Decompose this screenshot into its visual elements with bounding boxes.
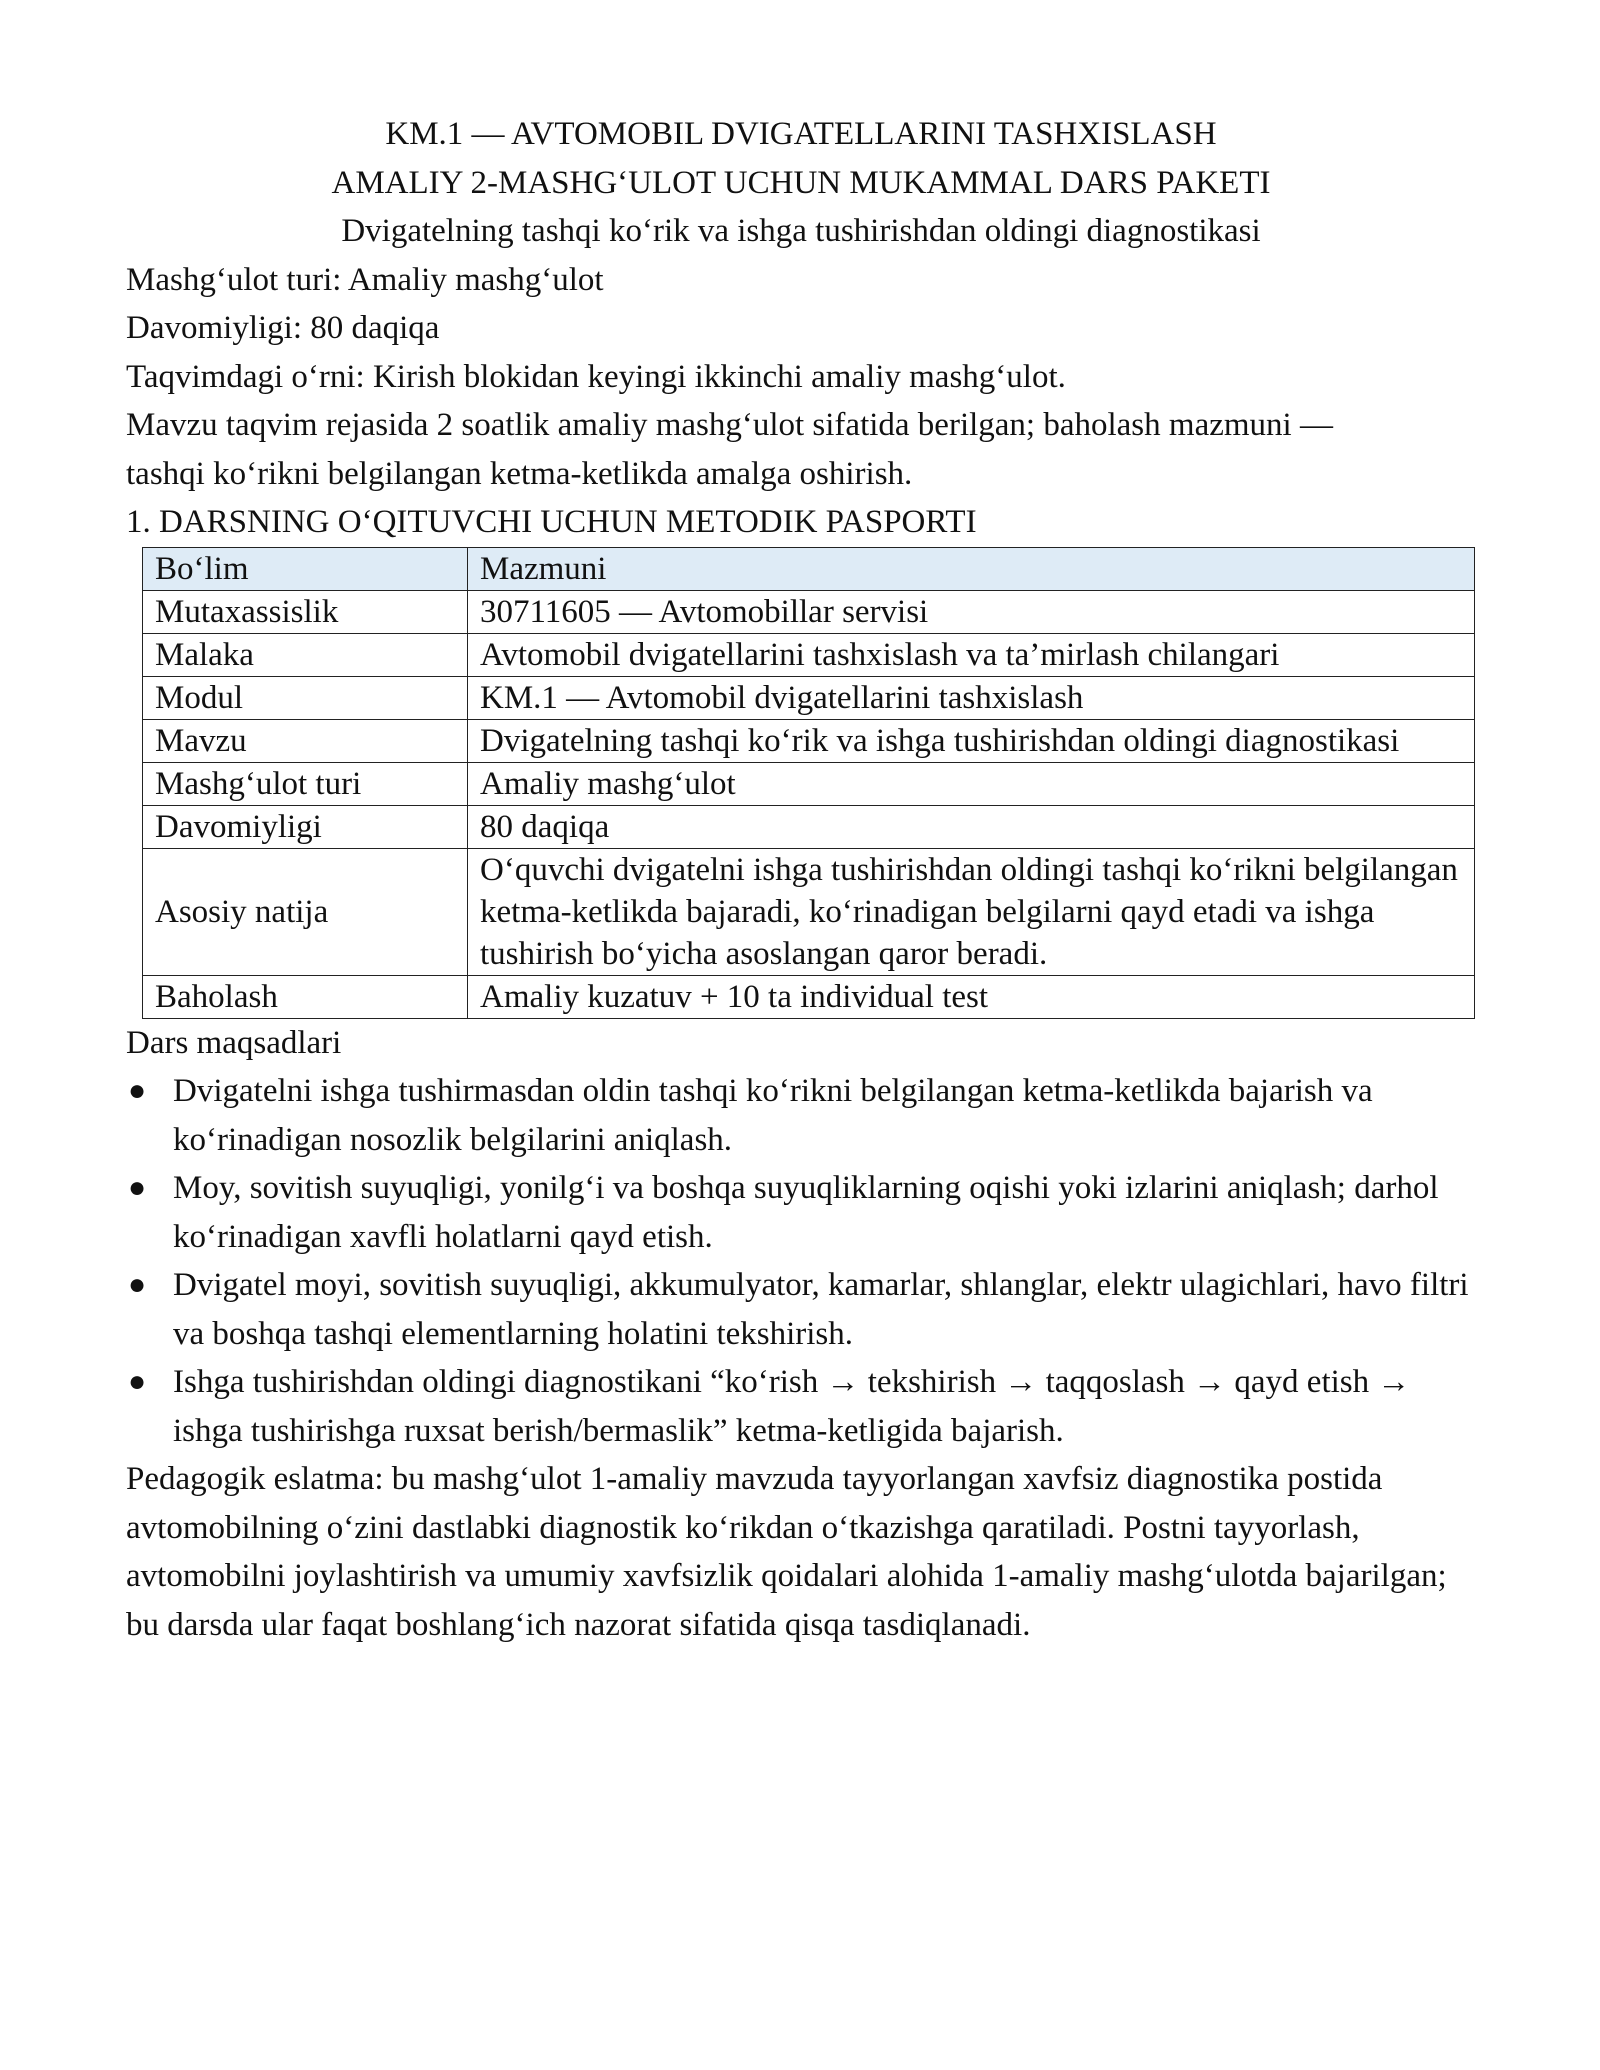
table-cell-label: Asosiy natija: [143, 848, 468, 975]
goals-list: [126, 1067, 1476, 1455]
lesson-type-line: Mashg‘ulot turi: Amaliy mashg‘ulot: [126, 261, 604, 298]
bullet-icon: ●: [128, 1171, 147, 1204]
table-cell-label: Mashg‘ulot turi: [143, 762, 468, 805]
table-row: [143, 719, 1475, 762]
bullet-icon: ●: [128, 1074, 147, 1107]
table-cell-value: 30711605 — Avtomobillar servisi: [468, 590, 1475, 633]
document-subtitle: Dvigatelning tashqi ko‘rik va ishga tushirishdan oldingi diagnostikasi: [341, 213, 1261, 249]
table-header-row: [143, 547, 1475, 590]
methodical-passport-table: [142, 547, 1475, 1019]
table-cell-label: Davomiyligi: [143, 805, 468, 848]
table-cell-value: Amaliy mashg‘ulot: [468, 762, 1475, 805]
table-cell-label: Malaka: [143, 633, 468, 676]
list-item: [126, 1261, 1476, 1358]
table-cell-label: Mavzu: [143, 719, 468, 762]
calendar-position-line: Taqvimdagi o‘rni: Kirish blokidan keyingi ikkinchi amaliy mashg‘ulot.: [126, 358, 1066, 395]
table-row: [143, 975, 1475, 1018]
table-cell-label: Baholash: [143, 975, 468, 1018]
goal-text: Ishga tushirishdan oldingi diagnostikani “ko‘rish → tekshirish → taqqoslash → qayd etish → ishga tushirishga ruxsat berish/bermaslik” ketma-ketligida bajarish.: [173, 1364, 1411, 1449]
list-item: [126, 1067, 1476, 1164]
table-cell-value: Dvigatelning tashqi ko‘rik va ishga tushirishdan oldingi diagnostikasi: [468, 719, 1475, 762]
list-item: [126, 1358, 1476, 1455]
bullet-icon: ●: [128, 1365, 147, 1398]
goal-text: Dvigatel moyi, sovitish suyuqligi, akkumulyator, kamarlar, shlanglar, elektr ulagichlari, havo filtri va boshqa tashqi elementlarning holatini tekshirish.: [173, 1267, 1469, 1352]
table-header-cell: Bo‘lim: [143, 547, 468, 590]
list-item: [126, 1164, 1476, 1261]
table-cell-label: Modul: [143, 676, 468, 719]
topic-note-line2: tashqi ko‘rikni belgilangan ketma-ketlikda amalga oshirish.: [126, 455, 913, 492]
table-row: [143, 805, 1475, 848]
goal-text: Dvigatelni ishga tushirmasdan oldin tashqi ko‘rikni belgilangan ketma-ketlikda bajarish va ko‘rinadigan nosozlik belgilarini aniqlash.: [173, 1073, 1373, 1158]
goal-text: Moy, sovitish suyuqligi, yonilg‘i va boshqa suyuqliklarning oqishi yoki izlarini aniqlash; darhol ko‘rinadigan xavfli holatlarni qayd etish.: [173, 1170, 1439, 1255]
document-title-line1: KM.1 — AVTOMOBIL DVIGATELLARINI TASHXISLASH: [385, 116, 1217, 152]
topic-note-line1: Mavzu taqvim rejasida 2 soatlik amaliy mashg‘ulot sifatida berilgan; baholash mazmuni —: [126, 407, 1333, 443]
section-heading: 1. DARSNING O‘QITUVCHI UCHUN METODIK PASPORTI: [126, 504, 977, 540]
bullet-icon: ●: [128, 1268, 147, 1301]
table-cell-value: 80 daqiqa: [468, 805, 1475, 848]
table-row: [143, 633, 1475, 676]
table-row: [143, 676, 1475, 719]
table-header-cell: Mazmuni: [468, 547, 1475, 590]
table-cell-value: Amaliy kuzatuv + 10 ta individual test: [468, 975, 1475, 1018]
document-title-line2: AMALIY 2-MASHG‘ULOT UCHUN MUKAMMAL DARS PAKETI: [331, 164, 1271, 201]
table-cell-value: O‘quvchi dvigatelni ishga tushirishdan oldingi tashqi ko‘rikni belgilangan ketma-ketlikda bajaradi, ko‘rinadigan belgilarni qayd etadi va ishga tushirish bo‘yicha asoslangan qaror beradi.: [468, 848, 1475, 975]
goals-heading: Dars maqsadlari: [126, 1024, 342, 1061]
pedagogical-note: Pedagogik eslatma: bu mashg‘ulot 1-amaliy mavzuda tayyorlangan xavfsiz diagnostika postida avtomobilning o‘zini dastlabki diagnostik ko‘rikdan o‘tkazishga qaratiladi. Postni tayyorlash, avtomobilni joylashtirish va umumiy xavfsizlik qoidalari alohida 1-amaliy mashg‘ulotda bajarilgan; bu darsda ular faqat boshlang‘ich nazorat sifatida qisqa tasdiqlanadi.: [126, 1461, 1447, 1643]
table-row: [143, 590, 1475, 633]
table-row: [143, 848, 1475, 975]
table-cell-value: KM.1 — Avtomobil dvigatellarini tashxislash: [468, 676, 1475, 719]
table-cell-label: Mutaxassislik: [143, 590, 468, 633]
lesson-duration-line: Davomiyligi: 80 daqiqa: [126, 310, 440, 346]
document-page: [126, 110, 1476, 1649]
table-cell-value: Avtomobil dvigatellarini tashxislash va ta’mirlash chilangari: [468, 633, 1475, 676]
table-row: [143, 762, 1475, 805]
